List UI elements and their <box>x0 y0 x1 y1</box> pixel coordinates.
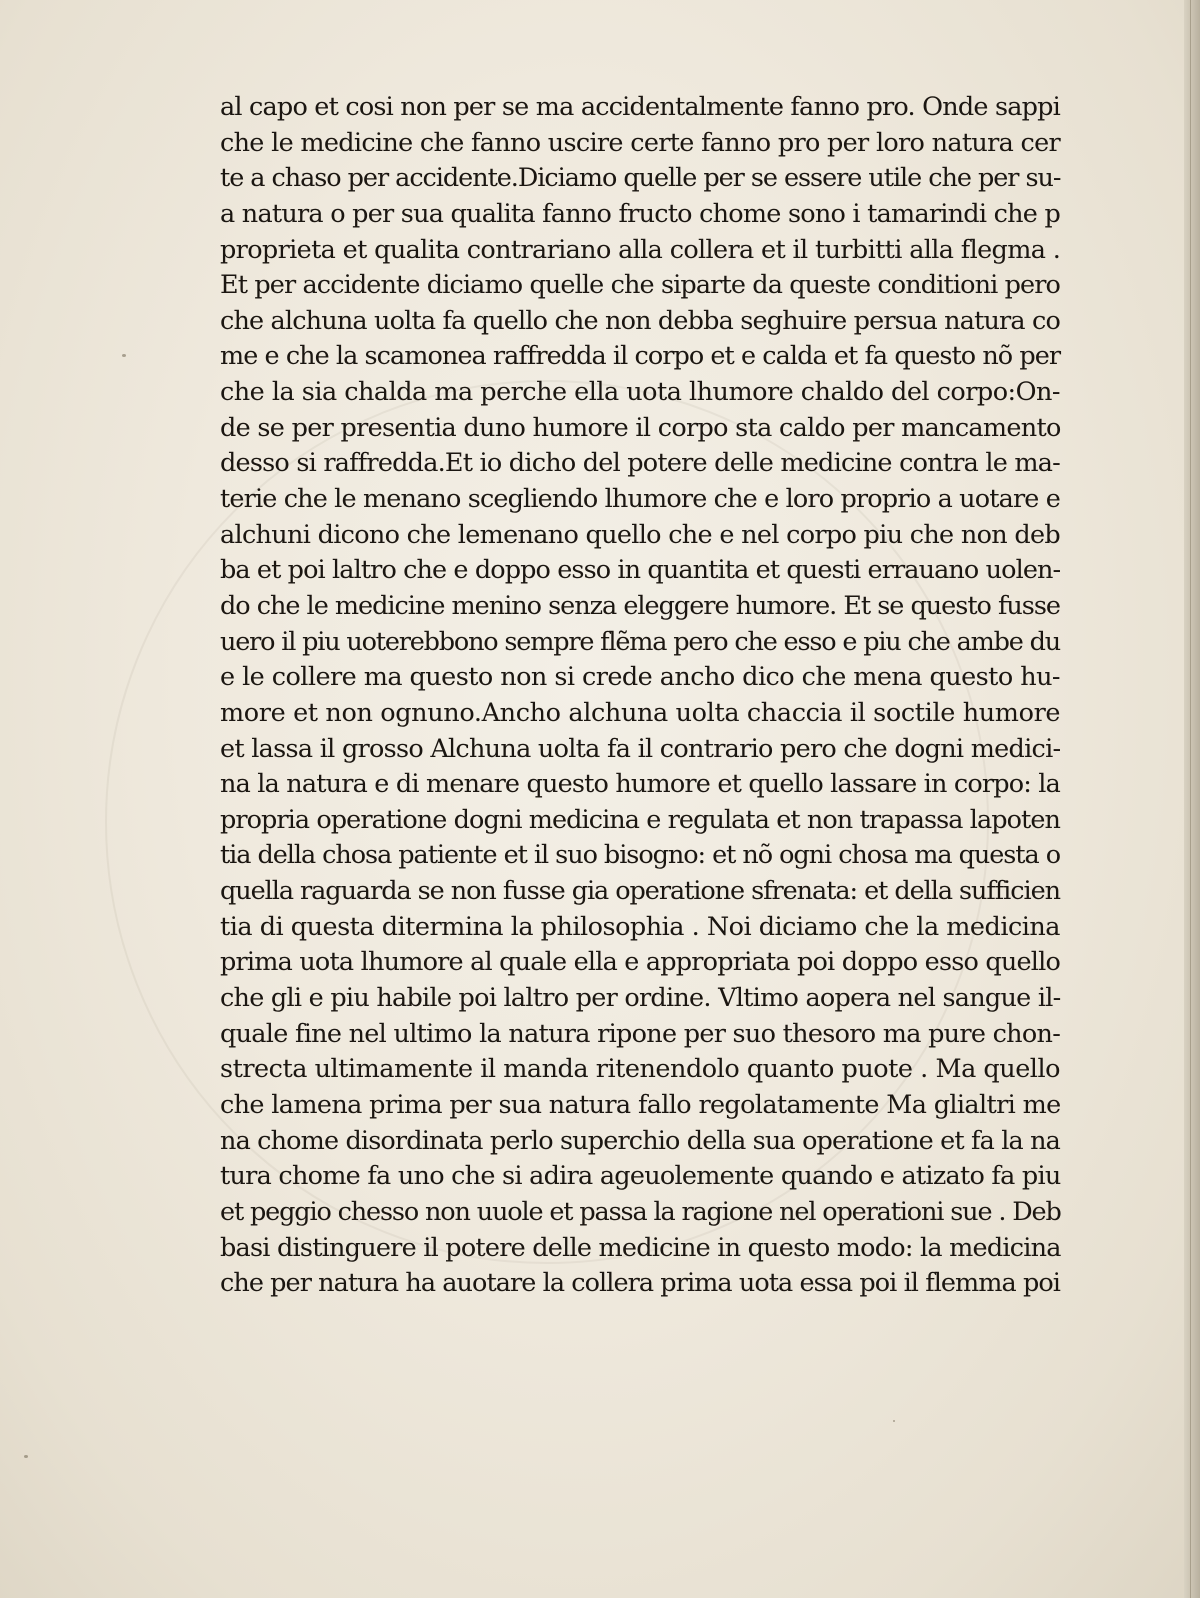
text-line: e le collere ma questo non si crede ancho dico che mena questo hu- <box>220 662 1060 693</box>
text-line: ba et poi laltro che e doppo esso in quantita et questi errauano uolen- <box>220 555 1061 586</box>
text-line: a natura o per sua qualita fanno fructo chome sono i tamarindi che p <box>220 198 1060 229</box>
text-line: alchuni dicono che lemenano quello che e nel corpo piu che non deb <box>220 519 1060 550</box>
text-line: strecta ultimamente il manda ritenendolo quanto puote . Ma quello <box>220 1054 1060 1085</box>
text-line: te a chaso per accidente.Diciamo quelle per se essere utile che per su- <box>220 163 1061 194</box>
text-line: na chome disordinata perlo superchio della sua operatione et fa la na <box>220 1125 1060 1156</box>
text-line: de se per presentia duno humore il corpo sta caldo per mancamento <box>220 412 1061 443</box>
text-line: tia di questa ditermina la philosophia . Noi diciamo che la medicina <box>220 911 1060 942</box>
text-line: me e che la scamonea raffredda il corpo et e calda et fa questo nõ per <box>220 341 1061 372</box>
text-line: et lassa il grosso Alchuna uolta fa il contrario pero che dogni medici- <box>220 733 1061 764</box>
text-line: more et non ognuno.Ancho alchuna uolta chaccia il soctile humore <box>220 697 1061 728</box>
text-line: Et per accidente diciamo quelle che siparte da queste conditioni pero <box>220 270 1060 301</box>
page-edge <box>1184 0 1200 1598</box>
text-line: basi distinguere il potere delle medicine in questo modo: la medicina <box>220 1232 1061 1263</box>
text-line: che alchuna uolta fa quello che non debba seghuire persua natura co <box>220 305 1060 336</box>
text-line: proprieta et qualita contrariano alla collera et il turbitti alla flegma . <box>220 234 1061 265</box>
text-line: che gli e piu habile poi laltro per ordine. Vltimo aopera nel sangue il- <box>220 983 1061 1014</box>
paper-speck <box>24 1455 28 1458</box>
text-line: tura chome fa uno che si adira ageuolemente quando e atizato fa piu <box>220 1161 1061 1192</box>
body-text <box>220 90 1060 1302</box>
paper-speck <box>122 354 126 357</box>
text-line: tia della chosa patiente et il suo bisogno: et nõ ogni chosa ma questa o <box>220 840 1060 871</box>
paper-speck <box>893 1420 895 1422</box>
text-line: che le medicine che fanno uscire certe fanno pro per loro natura cer <box>220 127 1060 158</box>
text-line: al capo et cosi non per se ma accidentalmente fanno pro. Onde sappi <box>220 92 1060 122</box>
text-line: che per natura ha auotare la collera prima uota essa poi il flemma poi <box>220 1268 1060 1299</box>
text-line: desso si raffredda.Et io dicho del potere delle medicine contra le ma- <box>220 448 1060 479</box>
text-line: quella raguarda se non fusse gia operatione sfrenata: et della sufficien <box>220 876 1060 907</box>
text-line: na la natura e di menare questo humore et quello lassare in corpo: la <box>220 769 1060 800</box>
text-line: do che le medicine menino senza eleggere humore. Et se questo fusse <box>220 590 1060 621</box>
text-line: quale fine nel ultimo la natura ripone per suo thesoro ma pure chon- <box>220 1018 1061 1049</box>
text-line: che la sia chalda ma perche ella uota lhumore chaldo del corpo:On- <box>220 377 1060 408</box>
text-line: prima uota lhumore al quale ella e appropriata poi doppo esso quello <box>220 947 1060 978</box>
text-line: et peggio chesso non uuole et passa la ragione nel operationi sue . Deb <box>220 1196 1061 1227</box>
text-line: propria operatione dogni medicina e regulata et non trapassa lapoten <box>220 804 1060 835</box>
text-line: terie che le menano scegliendo lhumore che e loro proprio a uotare e <box>220 484 1060 515</box>
text-line: uero il piu uoterebbono sempre flẽma pero che esso e piu che ambe du <box>220 626 1060 657</box>
text-line: che lamena prima per sua natura fallo regolatamente Ma glialtri me <box>220 1089 1061 1120</box>
